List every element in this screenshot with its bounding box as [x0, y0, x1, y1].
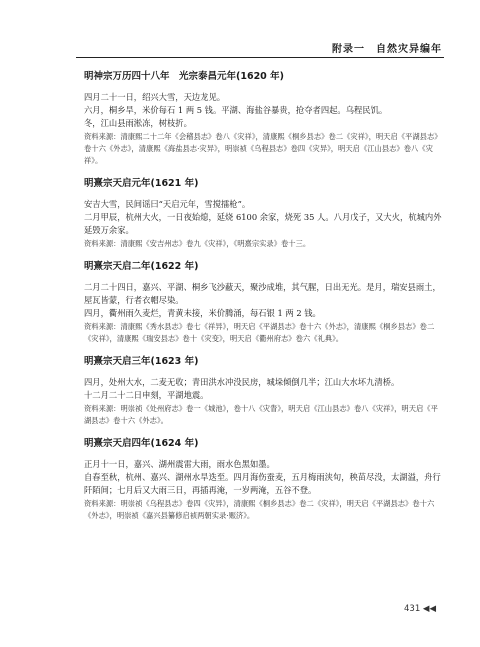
entry-1621 — [84, 177, 442, 250]
entry-paragraph: 四月，衢州雨久麦烂，青黄未接，米价腾涌，每石银 1 两 2 钱。 — [84, 308, 321, 318]
entry-paragraph: 二月二十四日，嘉兴、平湖、桐乡飞沙蔽天，聚沙成堆，其气腥，日出无光。是月，瑞安县雨土，屋瓦皆蒙，行者衣帽尽染。 — [84, 282, 441, 305]
entry-sources: 资料来源：明崇祯《乌程县志》卷四《灾异》，清康熙《桐乡县志》卷二《灾祥》，明天启《平湖县志》卷十六《外志》，明崇祯《嘉兴县纂修启祯两朝实录·赈济》。 — [84, 499, 435, 520]
entry-title: 明熹宗天启四年(1624 年) — [84, 438, 199, 449]
entry-paragraph: 自春至秋，杭州、嘉兴、湖州水旱迭至。四月海伤蚕麦，五月梅雨浃旬，秧苗尽没，太湖溢，舟行阡陌间；七月后又大雨三日，再插再淹，一岁两淹，五谷不登。 — [84, 472, 441, 495]
running-header: 附录一 自然灾异编年 — [332, 44, 442, 55]
entry-paragraph: 冬，江山县雨淞冻，树枝折。 — [84, 118, 192, 128]
entry-paragraph: 四月，处州大水，二麦无收；青田洪水冲没民房，城垛倾倒几半；江山大水坏九清桥。 — [84, 377, 400, 387]
entries-container — [84, 70, 442, 532]
entry-title: 明熹宗天启三年(1623 年) — [84, 356, 199, 367]
entry-paragraph: 安吉大雪，民间谣曰“天启元年，雪搅擂枪”。 — [84, 199, 251, 209]
entry-1620 — [84, 70, 442, 167]
entry-sources: 资料来源：清康熙《安吉州志》卷九《灾祥》，《明熹宗实录》卷十三。 — [84, 239, 311, 248]
entry-paragraph: 二月甲辰，杭州大火，一日夜始熄，延烧 6100 余家，烧死 35 人。八月戊子，又大火，杭城内外延毁万余家。 — [84, 212, 442, 235]
entry-1624 — [84, 437, 442, 522]
entry-paragraph: 六月，桐乡旱，米价每石 1 两 5 钱。平湖、海盐谷暴贵，抢夺者四起。乌程民饥。 — [84, 105, 388, 115]
entry-paragraph: 十二月二十二日申刻，平湖地震。 — [84, 390, 209, 400]
entry-1623 — [84, 355, 442, 427]
entry-sources: 资料来源：明崇祯《处州府志》卷一《城池》，卷十八《灾眚》，明天启《江山县志》卷八《灾祥》，明天启《平湖县志》卷十六《外志》。 — [84, 404, 438, 425]
entry-title: 明神宗万历四十八年 光宗泰昌元年(1620 年) — [84, 71, 284, 82]
page-number: 431 ◀◀ — [404, 604, 436, 614]
entry-sources: 资料来源：清康熙《秀水县志》卷七《祥异》，明天启《平湖县志》卷十六《外志》，清康熙《桐乡县志》卷二《灾祥》，清康熙《瑞安县志》卷十《灾变》，明天启《衢州府志》卷六《礼典》。 — [84, 322, 435, 343]
entry-title: 明熹宗天启二年(1622 年) — [84, 261, 199, 272]
entry-sources: 资料来源：清康熙二十二年《会稽县志》卷八《灾祥》，清康熙《桐乡县志》卷二《灾祥》，明天启《平湖县志》卷十六《外志》，清康熙《海盐县志·灾异》，明崇祯《乌程县志》卷四《灾异》，明天启《江山县志》卷八《灾祥》。 — [84, 132, 442, 165]
header-rule — [76, 57, 444, 58]
entry-paragraph: 正月十一日，嘉兴、湖州震雷大雨，雨水色黑如墨。 — [84, 459, 275, 469]
entry-1622 — [84, 260, 442, 345]
entry-paragraph: 四月二十一日，绍兴大雪，天边龙见。 — [84, 92, 226, 102]
entry-title: 明熹宗天启元年(1621 年) — [84, 178, 199, 189]
